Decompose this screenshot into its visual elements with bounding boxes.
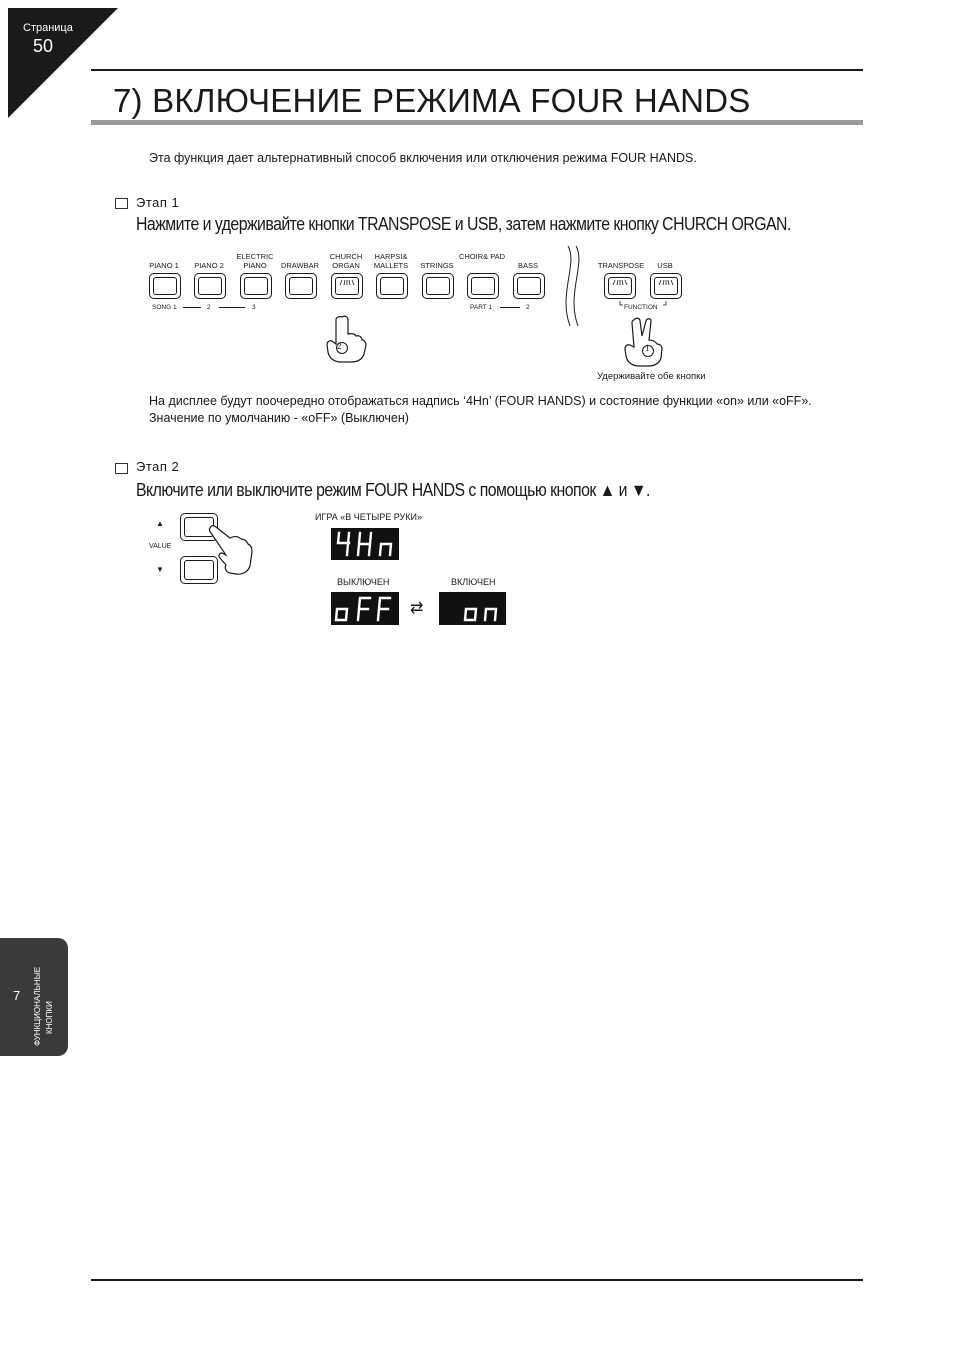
electric-piano-button[interactable] — [240, 273, 272, 299]
song1-label: SONG 1 — [152, 304, 177, 311]
btn-label-choir-pad: CHOIR& PAD — [458, 252, 506, 261]
btn-label-drawbar: DRAWBAR — [280, 261, 320, 270]
part-connector — [500, 307, 520, 308]
btn-label-strings: STRINGS — [420, 261, 454, 270]
chapter-tab-label — [25, 952, 59, 1048]
display-label-four-hands: ИГРА «В ЧЕТЫРЕ РУКИ» — [315, 512, 422, 522]
chapter-label-line2: КНОПКИ — [45, 1001, 54, 1034]
btn-label-usb: USB — [657, 261, 673, 270]
step2-label: Этап 2 — [136, 459, 180, 474]
panel-break-icon — [562, 244, 588, 328]
two-finger-hand-icon — [622, 316, 668, 368]
part2-label: 2 — [526, 304, 530, 311]
song-connector — [219, 307, 245, 308]
harpsi-mallets-button[interactable] — [376, 273, 408, 299]
transpose-button[interactable] — [604, 273, 636, 299]
step1-box — [115, 198, 128, 209]
down-arrow-label: ▼ — [156, 565, 164, 574]
display-label-on: ВКЛЮЧЕН — [451, 577, 496, 587]
btn-label-bass: BASS — [517, 261, 538, 270]
result-line-1: На дисплее будут поочередно отображаться надпись ‘4Hn’ (FOUR HANDS) и состояние функции «on» или «oFF». — [149, 394, 812, 408]
step1-label: Этап 1 — [136, 195, 180, 210]
page-number: 50 — [33, 36, 54, 56]
title-top-rule — [91, 69, 863, 71]
finger-number-1: 1 — [645, 343, 650, 353]
hold-caption: Удерживайте обе кнопки — [597, 371, 706, 382]
song3-label: 3 — [252, 304, 256, 311]
part1-label: PART 1 — [470, 304, 493, 311]
result-line-2: Значение по умолчанию - «oFF» (Выключен) — [149, 411, 409, 425]
finger-number-2: 2 — [337, 341, 342, 351]
piano1-button[interactable] — [149, 273, 181, 299]
btn-label-harpsi-mallets: HARPSI& MALLETS — [373, 252, 409, 270]
led-display-off — [331, 592, 399, 625]
title-bottom-rule — [91, 120, 863, 125]
page-title: 7) ВКЛЮЧЕНИЕ РЕЖИМА FOUR HANDS — [113, 82, 751, 119]
choir-pad-button[interactable] — [467, 273, 499, 299]
function-label: FUNCTION — [624, 304, 658, 311]
song2-label: 2 — [207, 304, 211, 311]
chapter-label-line1: ФУНКЦИОНАЛЬНЫЕ — [33, 966, 42, 1046]
piano2-button[interactable] — [194, 273, 226, 299]
led-display-4hn — [331, 528, 399, 560]
press-rays-icon — [338, 278, 356, 286]
btn-label-transpose: TRANSPOSE — [597, 261, 645, 270]
strings-button[interactable] — [422, 273, 454, 299]
press-rays-icon — [611, 278, 629, 286]
page-label: Страница — [23, 22, 73, 34]
pointing-hand-icon — [322, 314, 368, 364]
toggle-arrows-icon: ⇄ — [410, 600, 424, 617]
display-label-off: ВЫКЛЮЧЕН — [337, 577, 390, 587]
step2-box — [115, 463, 128, 474]
footer-rule — [91, 1279, 863, 1281]
btn-label-piano1: PIANO 1 — [149, 261, 179, 270]
usb-button[interactable] — [650, 273, 682, 299]
value-label: VALUE — [149, 543, 172, 550]
pressing-hand-icon — [208, 522, 254, 578]
btn-label-church-organ: CHURCH ORGAN — [329, 252, 363, 270]
led-display-on — [439, 592, 506, 625]
press-rays-icon — [657, 278, 675, 286]
btn-label-piano2: PIANO 2 — [194, 261, 224, 270]
bass-button[interactable] — [513, 273, 545, 299]
btn-label-electric-piano: ELECTRIC PIANO — [236, 252, 274, 270]
step1-instruction: Нажмите и удерживайте кнопки TRANSPOSE и USB, затем нажмите кнопку CHURCH ORGAN. — [136, 214, 791, 234]
church-organ-button[interactable] — [331, 273, 363, 299]
intro-text: Эта функция дает альтернативный способ включения или отключения режима FOUR HANDS. — [149, 151, 697, 165]
step2-instruction: Включите или выключите режим FOUR HANDS с помощью кнопок ▲ и ▼. — [136, 480, 650, 500]
up-arrow-label: ▲ — [156, 519, 164, 528]
drawbar-button[interactable] — [285, 273, 317, 299]
song-connector — [183, 307, 201, 308]
chapter-number: 7 — [13, 988, 21, 1003]
